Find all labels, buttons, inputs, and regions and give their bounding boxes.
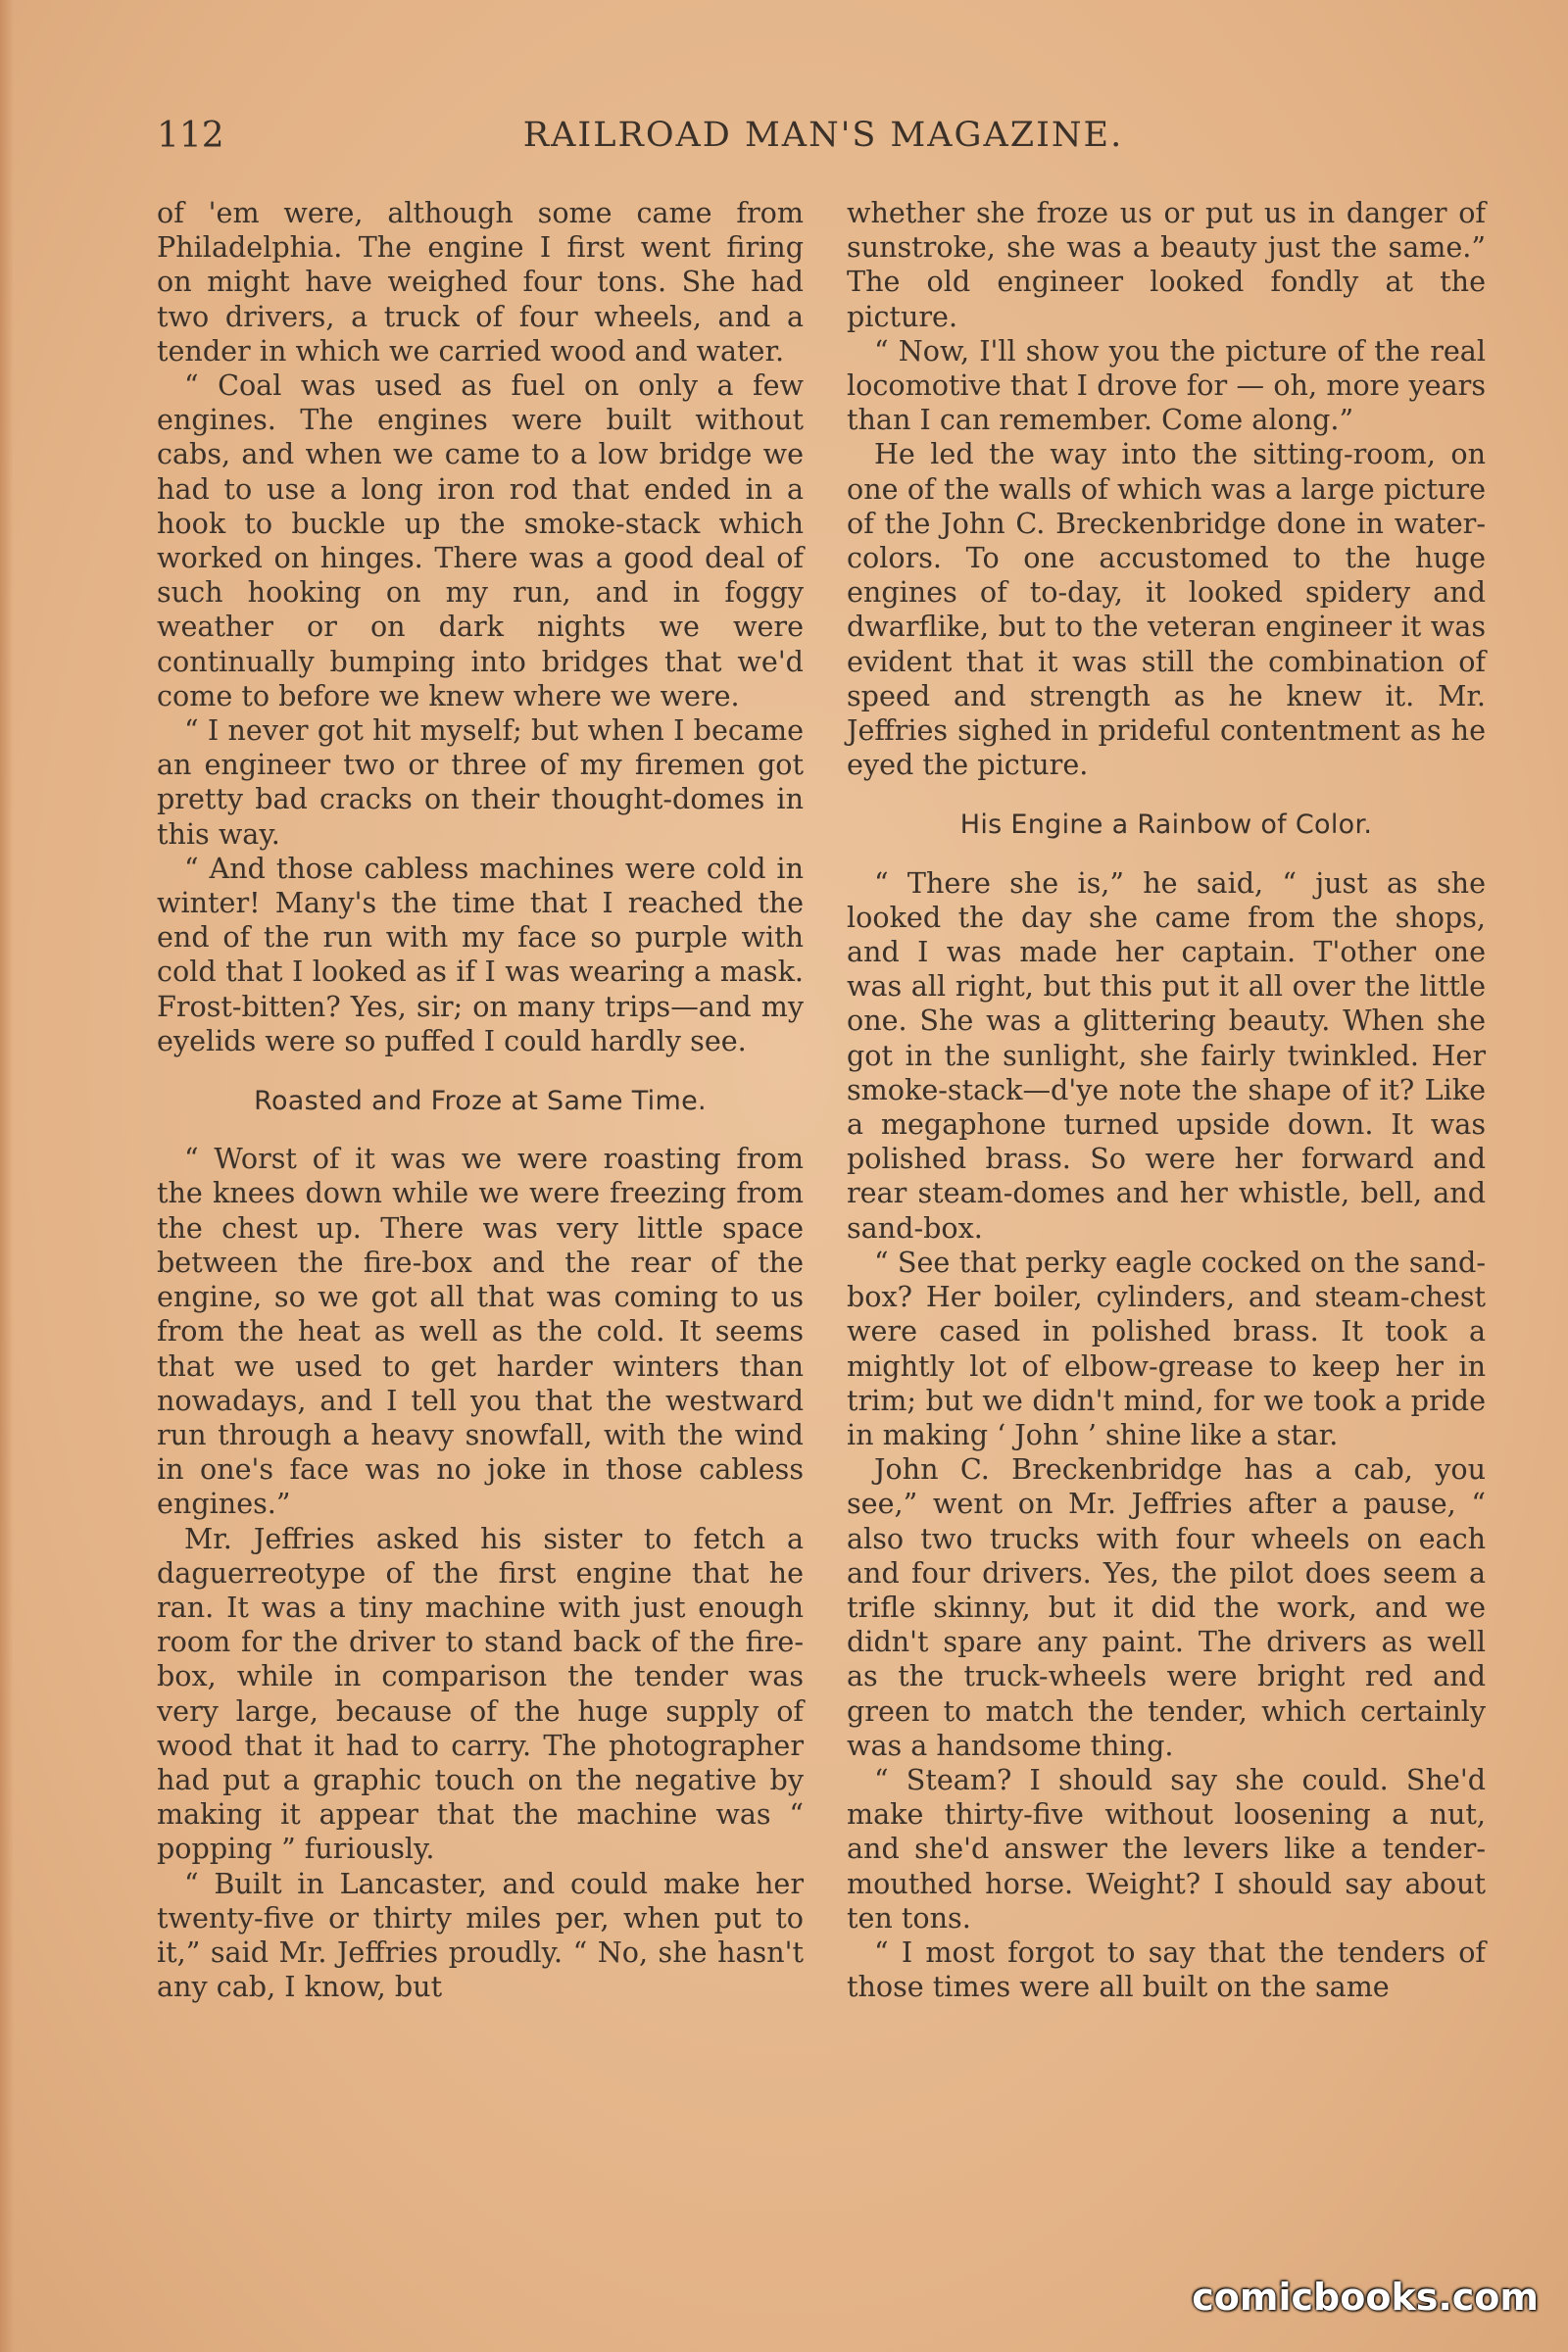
paragraph: “ Built in Lancaster, and could make her twenty-five or thirty miles per, when put to it,” said Mr. Jeffries proudly. “ No, she hasn't any cab, I know, but [157,1866,804,2004]
paragraph: “ Coal was used as fuel on only a few engines. The engines were built without cabs, and when we came to a low bridge we had to use a long iron rod that ended in a hook to buckle up the smoke-stack which worked on hinges. There was a good deal of such hooking on my run, and in foggy weather or on dark nights we were continually bumping into bridges that we'd come to before we knew where we were. [157,368,804,712]
section-heading: His Engine a Rainbow of Color. [959,809,1373,841]
right-column [847,196,1486,2004]
paragraph: He led the way into the sitting-room, on one of the walls of which was a large picture of the John C. Breckenbridge done in water-colors. To one accustomed to the huge engines of to-day, it looked spidery and dwarflike, but to the veteran engineer it was evident that it was still the combination of speed and strength as he knew it. Mr. Jeffries sighed in prideful contentment as he eyed the picture. [847,437,1486,782]
paragraph: “ There she is,” he said, “ just as she looked the day she came from the shops, and I was made her captain. T'other one was all right, but this put it all over the little one. She was a glittering beauty. When she got in the sunlight, she fairly twinkled. Her smoke-stack—d'ye note the shape of it? Like a megaphone turned upside down. It was polished brass. So were her forward and rear steam-domes and her whistle, bell, and sand-box. [847,865,1486,1245]
paragraph: “ I never got hit myself; but when I became an engineer two or three of my firemen got pretty bad cracks on their thought-domes in this way. [157,713,804,851]
page-edge [0,0,14,2352]
paragraph: of 'em were, although some came from Philadelphia. The engine I first went firing on might have weighed four tons. She had two drivers, a truck of four wheels, and a tender in which we carried wood and water. [157,196,804,368]
paragraph: “ Steam? I should say she could. She'd make thirty-five without loosening a nut, and she'd answer the levers like a tender-mouthed horse. Weight? I should say about ten tons. [847,1762,1486,1935]
left-column [157,196,804,2004]
running-title: RAILROAD MAN'S MAGAZINE. [522,116,1124,155]
site-watermark: comicbooks.com [1192,2276,1539,2319]
paragraph: whether she froze us or put us in danger of sunstroke, she was a beauty just the same.” The old engineer looked fondly at the picture. [847,196,1486,333]
paragraph: “ Now, I'll show you the picture of the real locomotive that I drove for — oh, more years than I can remember. Come along.” [847,333,1486,437]
paragraph: “ And those cabless machines were cold in winter! Many's the time that I reached the end of the run with my face so purple with cold that I looked as if I was wearing a mask. Frost-bitten? Yes, sir; on many trips—and my eyelids were so puffed I could hardly see. [157,851,804,1057]
paragraph: Mr. Jeffries asked his sister to fetch a daguerreotype of the first engine that he ran. It was a tiny machine with just enough room for the driver to stand back of the fire-box, while in comparison the tender was very large, because of the huge supply of wood that it had to carry. The photographer had put a graphic touch on the negative by making it appear that the machine was “ popping ” furiously. [157,1521,804,1866]
page-number: 112 [157,116,224,156]
paragraph: “ See that perky eagle cocked on the sand-box? Her boiler, cylinders, and steam-chest were cased in polished brass. It took a mightly lot of elbow-grease to keep her in trim; but we didn't mind, for we took a pride in making ‘ John ’ shine like a star. [847,1245,1486,1451]
paragraph: John C. Breckenbridge has a cab, you see,” went on Mr. Jeffries after a pause, “ also two trucks with four wheels on each and four drivers. Yes, the pilot does seem a trifle skinny, but it did the work, and we didn't spare any paint. The drivers as well as the truck-wheels were bright red and green to match the tender, which certainly was a handsome thing. [847,1452,1486,1762]
section-heading: Roasted and Froze at Same Time. [254,1086,707,1117]
page-header [157,116,1490,165]
paragraph: “ I most forgot to say that the tenders of those times were all built on the same [847,1935,1486,2004]
paragraph: “ Worst of it was we were roasting from the knees down while we were freezing from the chest up. There was very little space between the fire-box and the rear of the engine, so we got all that was coming to us from the heat as well as the cold. It seems that we used to get harder winters than nowadays, and I tell you that the westward run through a heavy snowfall, with the wind in one's face was no joke in those cabless engines.” [157,1142,804,1521]
